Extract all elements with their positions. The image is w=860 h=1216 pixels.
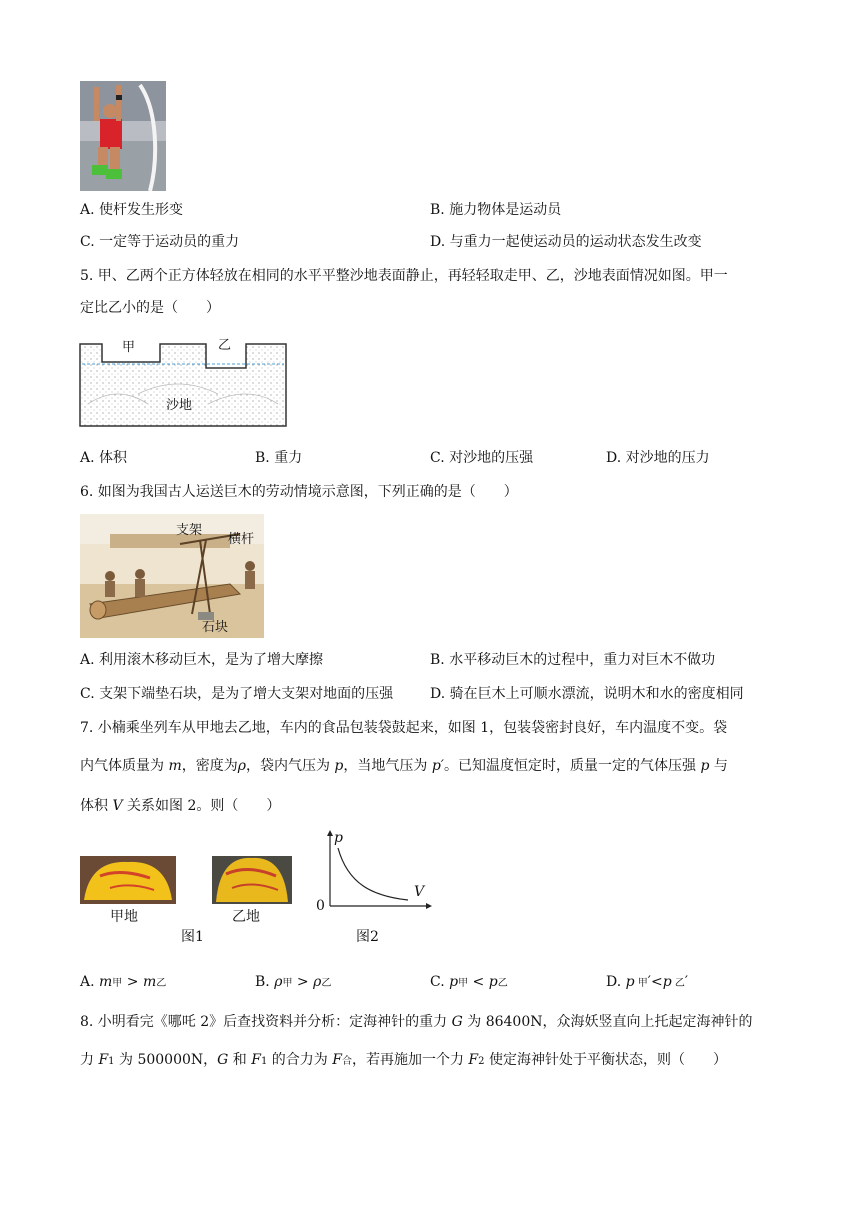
fig2-caption: 图2 bbox=[356, 929, 379, 945]
fig-label-jia: 甲 bbox=[122, 340, 136, 355]
q7-stem-line1: 7. 小楠乘坐列车从甲地去乙地，车内的食品包装袋鼓起来，如图 1，包装袋密封良好，车内温度不变。袋 bbox=[80, 720, 728, 736]
q5-stem-line2: 定比乙小的是（ ） bbox=[80, 300, 220, 316]
q5-option-c[interactable]: C. 对沙地的压强 bbox=[430, 450, 534, 466]
q4-option-b[interactable]: B. 施力物体是运动员 bbox=[430, 202, 562, 218]
q6-option-d[interactable]: D. 骑在巨木上可顺水漂流，说明木和水的密度相同 bbox=[430, 686, 744, 702]
pv-graph bbox=[312, 830, 432, 916]
pv-axis-p: p bbox=[334, 830, 343, 846]
q7-option-a[interactable]: A. m甲 > m乙 bbox=[80, 974, 167, 990]
fig-label-bar: 横杆 bbox=[228, 532, 255, 547]
q6-stem: 6. 如图为我国古人运送巨木的劳动情境示意图，下列正确的是（ ） bbox=[80, 484, 518, 500]
fig1-label-yi: 乙地 bbox=[232, 909, 260, 925]
q7-option-b[interactable]: B. ρ甲 > ρ乙 bbox=[255, 974, 332, 990]
q6-option-c[interactable]: C. 支架下端垫石块，是为了增大支架对地面的压强 bbox=[80, 686, 394, 702]
pv-origin: 0 bbox=[316, 898, 325, 914]
q5-option-d[interactable]: D. 对沙地的压力 bbox=[606, 450, 710, 466]
fig1-label-jia: 甲地 bbox=[110, 909, 138, 925]
q6-option-a[interactable]: A. 利用滚木移动巨木，是为了增大摩擦 bbox=[80, 652, 324, 668]
q7-option-d[interactable]: D. p 甲′<p 乙′ bbox=[606, 974, 689, 990]
q8-stem-line1: 8. 小明看完《哪吒 2》后查找资料并分析：定海神针的重力 G 为 86400N，众海妖竖直向上托起定海神针的 bbox=[80, 1014, 753, 1030]
q7-stem-line3: 体积 V 关系如图 2。则（ ） bbox=[80, 798, 281, 814]
q5-option-a[interactable]: A. 体积 bbox=[80, 450, 128, 466]
q8-stem-line2: 力 F1 为 500000N，G 和 F1 的合力为 F合，若再施加一个力 F2 使定海神针处于平衡状态，则（ ） bbox=[80, 1052, 727, 1068]
q6-option-b[interactable]: B. 水平移动巨木的过程中，重力对巨木不做功 bbox=[430, 652, 716, 668]
fig-label-yi: 乙 bbox=[218, 338, 232, 353]
q4-option-a[interactable]: A. 使杆发生形变 bbox=[80, 202, 184, 218]
pole-vault-photo bbox=[80, 81, 166, 191]
q5-stem-line1: 5. 甲、乙两个正方体轻放在相同的水平平整沙地表面静止，再轻轻取走甲、乙，沙地表面情况如图。甲一 bbox=[80, 268, 728, 284]
q7-option-c[interactable]: C. p甲 < p乙 bbox=[430, 974, 508, 990]
q4-option-d[interactable]: D. 与重力一起使运动员的运动状态发生改变 bbox=[430, 234, 702, 250]
q4-option-c[interactable]: C. 一定等于运动员的重力 bbox=[80, 234, 240, 250]
q7-stem-line2: 内气体质量为 m，密度为ρ，袋内气压为 p，当地气压为 p′。已知温度恒定时，质量一定的气体压强 p 与 bbox=[80, 758, 728, 774]
bag-photo-jia bbox=[80, 856, 176, 904]
fig-label-stone: 石块 bbox=[202, 620, 229, 635]
sand-figure bbox=[78, 334, 290, 428]
fig1-caption: 图1 bbox=[181, 929, 204, 945]
bag-photo-yi bbox=[212, 856, 292, 904]
ancient-transport-figure bbox=[80, 514, 264, 638]
pv-axis-v: V bbox=[414, 884, 425, 900]
fig-label-sand: 沙地 bbox=[166, 398, 193, 413]
q5-option-b[interactable]: B. 重力 bbox=[255, 450, 303, 466]
fig-label-support: 支架 bbox=[176, 523, 203, 538]
